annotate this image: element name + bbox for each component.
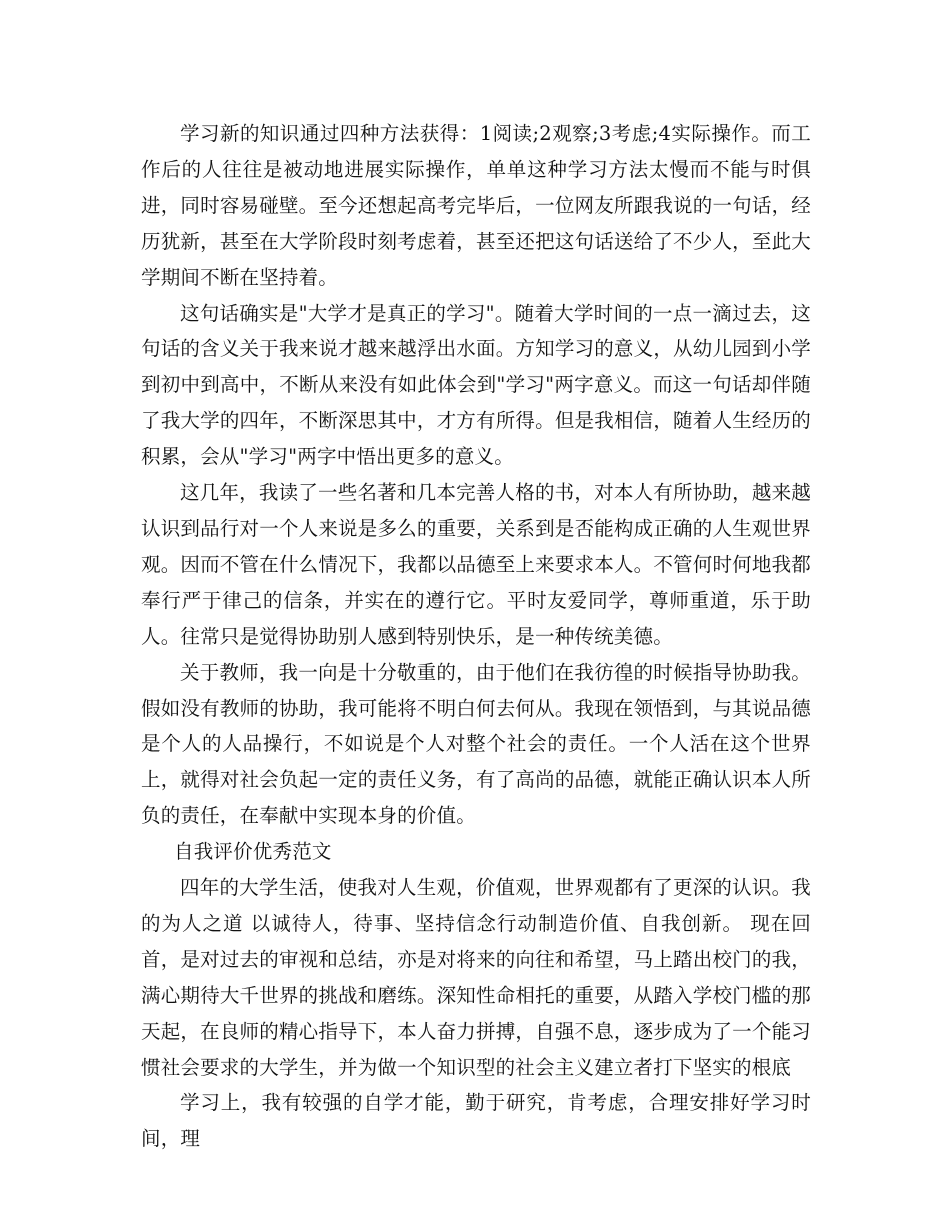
paragraph-study-ability: 学习上，我有较强的自学才能，勤于研究，肯考虑，合理安排好学习时间，理 <box>141 1091 811 1151</box>
paragraph-respect-teachers: 关于教师，我一向是十分敬重的，由于他们在我彷徨的时候指导协助我。假如没有教师的协助，我可能将不明白何去何从。我现在领悟到，与其说品德是个人的人品操行，不如说是个人对整个社会的责任。一个人活在这个世界上，就得对社会负起一定的责任义务，有了高尚的品德，就能正确认识本人所负的责任，在奉献中实现本身的价值。 <box>141 660 811 828</box>
document-body <box>141 116 811 1157</box>
paragraph-four-years: 四年的大学生活，使我对人生观，价值观，世界观都有了更深的认识。我的为人之道 以诚待人，待事、坚持信念行动制造价值、自我创新。 现在回首，是对过去的审视和总结，亦是对将来的向往和希望，马上踏出校门的我，满心期待大千世界的挑战和磨练。深知性命相托的重要，从踏入学校门槛的那天起，在良师的精心指导下，本人奋力拼搏，自强不息，逐步成为了一个能习惯社会要求的大学生，并为做一个知识型的社会主义建立者打下坚实的根底 <box>141 876 811 1079</box>
section-heading: 自我评价优秀范文 <box>174 840 332 864</box>
paragraph-learning-methods: 学习新的知识通过四种方法获得：1阅读;2观察;3考虑;4实际操作。而工作后的人往往是被动地进展实际操作，单单这种学习方法太慢而不能与时俱进，同时容易碰壁。至今还想起高考完毕后，一位网友所跟我说的一句话，经历犹新，甚至在大学阶段时刻考虑着，甚至还把这句话送给了不少人，至此大学期间不断在坚持着。 <box>141 122 811 289</box>
paragraph-university-learning: 这句话确实是"大学才是真正的学习"。随着大学时间的一点一滴过去，这句话的含义关于我来说才越来越浮出水面。方知学习的意义，从幼儿园到小学到初中到高中，不断从来没有如此体会到"学习"两字意义。而这一句话却伴随了我大学的四年，不断深思其中，才方有所得。但是我相信，随着人生经历的积累，会从"学习"两字中悟出更多的意义。 <box>141 301 811 469</box>
paragraph-character-reading: 这几年，我读了一些名著和几本完善人格的书，对本人有所协助，越来越认识到品行对一个人来说是多么的重要，关系到是否能构成正确的人生观世界观。因而不管在什么情况下，我都以品德至上来要求本人。不管何时何地我都奉行严于律己的信条，并实在的遵行它。平时友爱同学，尊师重道，乐于助人。往常只是觉得协助别人感到特别快乐，是一种传统美德。 <box>141 481 811 648</box>
